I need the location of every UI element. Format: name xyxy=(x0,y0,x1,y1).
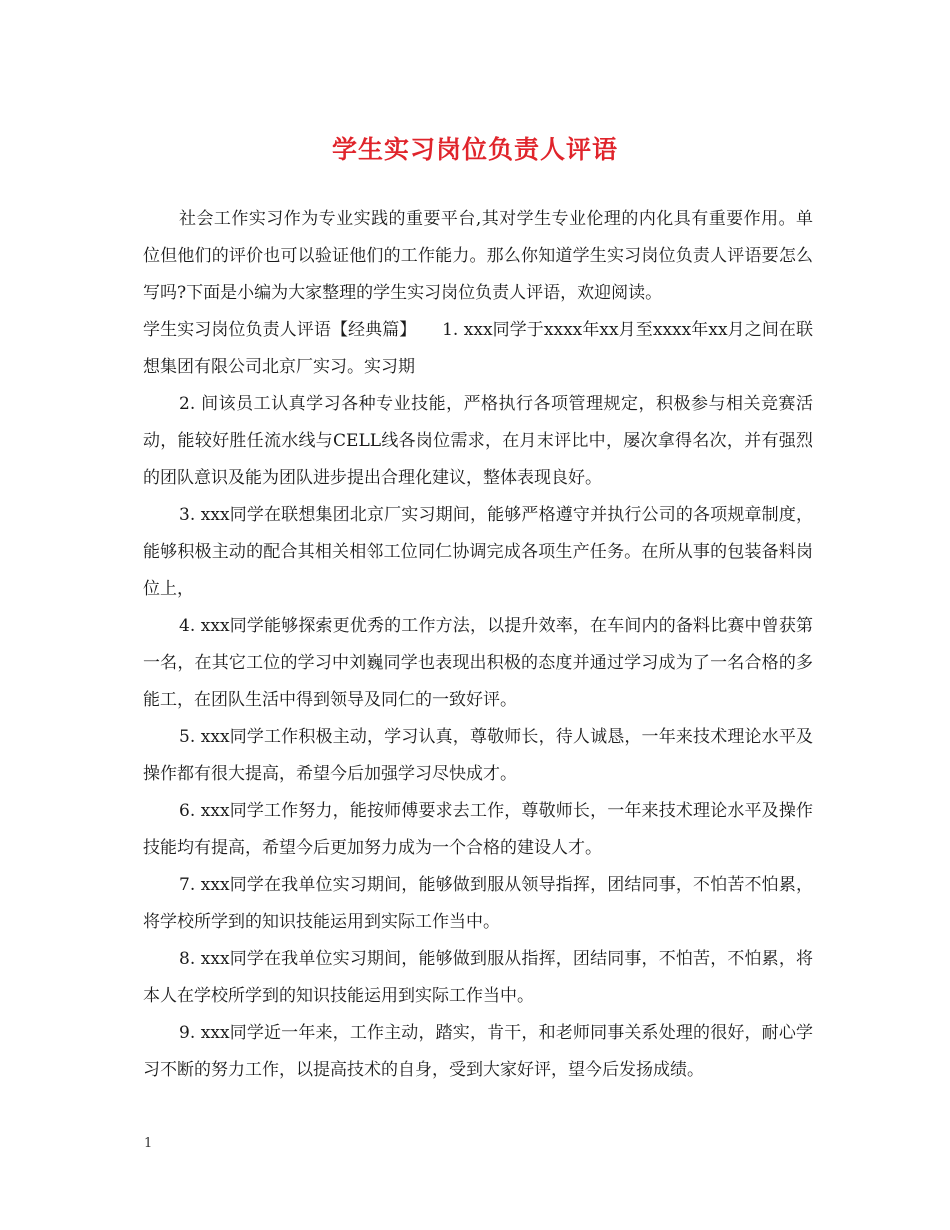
page-number: 1 xyxy=(144,1136,153,1151)
intro-paragraph: 社会工作实习作为专业实践的重要平台,其对学生专业伦理的内化具有重要作用。单位但他们的评价也可以验证他们的工作能力。那么你知道学生实习岗位负责人评语要怎么写吗?下面是小编为大家整理的学生实习岗位负责人评语，欢迎阅读。 xyxy=(143,209,813,303)
comment-item-4: 4. xxx同学能够探索更优秀的工作方法，以提升效率，在车间内的备料比赛中曾获第一名，在其它工位的学习中刘巍同学也表现出积极的态度并通过学习成为了一名合格的多能工，在团队生活中得到领导及同仁的一致好评。 xyxy=(143,616,813,710)
section-heading-paragraph: 学生实习岗位负责人评语【经典篇】 1. xxx同学于xxxx年xx月至xxxx年xx月之间在联想集团有限公司北京厂实习。实习期 xyxy=(143,320,813,377)
document-title: 学生实习岗位负责人评语 xyxy=(331,135,618,164)
comment-item-3: 3. xxx同学在联想集团北京厂实习期间，能够严格遵守并执行公司的各项规章制度，能够积极主动的配合其相关相邻工位同仁协调完成各项生产任务。在所从事的包装备料岗位上， xyxy=(143,505,813,599)
comment-item-8: 8. xxx同学在我单位实习期间，能够做到服从指挥，团结同事，不怕苦，不怕累，将本人在学校所学到的知识技能运用到实际工作当中。 xyxy=(143,949,813,1006)
comment-item-5: 5. xxx同学工作积极主动，学习认真，尊敬师长，待人诚恳，一年来技术理论水平及操作都有很大提高，希望今后加强学习尽快成才。 xyxy=(143,727,813,784)
comment-item-6: 6. xxx同学工作努力，能按师傅要求去工作，尊敬师长，一年来技术理论水平及操作技能均有提高，希望今后更加努力成为一个合格的建设人才。 xyxy=(143,801,813,858)
comment-item-2: 2. 间该员工认真学习各种专业技能，严格执行各项管理规定，积极参与相关竞赛活动，能较好胜任流水线与CELL线各岗位需求，在月末评比中，屡次拿得名次，并有强烈的团队意识及能为团队进步提出合理化建议，整体表现良好。 xyxy=(143,394,813,488)
comment-item-9: 9. xxx同学近一年来，工作主动，踏实，肯干，和老师同事关系处理的很好，耐心学习不断的努力工作，以提高技术的自身，受到大家好评，望今后发扬成绩。 xyxy=(143,1023,813,1080)
comment-item-7: 7. xxx同学在我单位实习期间，能够做到服从领导指挥，团结同事，不怕苦不怕累，将学校所学到的知识技能运用到实际工作当中。 xyxy=(143,875,813,932)
document-body xyxy=(143,201,813,1089)
